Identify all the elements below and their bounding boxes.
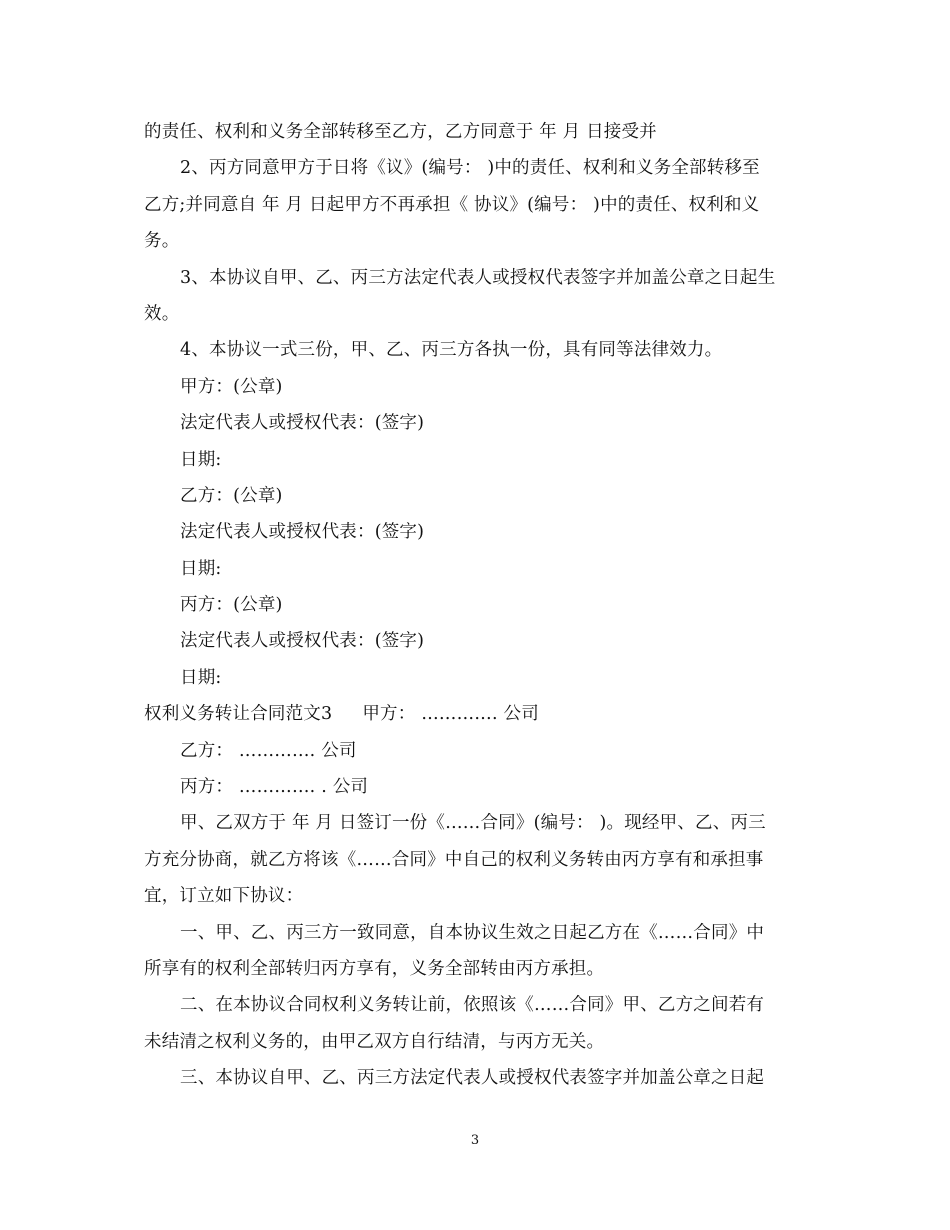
- text-line: [144, 332, 810, 368]
- page-number: 3: [470, 1133, 480, 1148]
- line-text: 乙方： …………. 公司: [180, 740, 357, 761]
- line-text: 务。: [144, 231, 180, 252]
- text-line: [144, 442, 810, 478]
- line-text: 甲方： …………. 公司: [362, 704, 539, 725]
- line-text: 甲、乙双方于 年 月 日签订一份《……合同》(编号： )。现经甲、乙、丙三: [180, 813, 766, 834]
- text-line: [144, 623, 810, 659]
- text-line: [144, 296, 810, 332]
- line-text: 宜，订立如下协议：: [144, 886, 304, 907]
- line-text: 一、甲、乙、丙三方一致同意，自本协议生效之日起乙方在《……合同》中: [180, 922, 765, 943]
- line-text: 乙方：(公章): [180, 485, 283, 506]
- line-text: 法定代表人或授权代表：(签字): [180, 413, 425, 434]
- text-line: [144, 733, 810, 769]
- line-text: 的责任、权利和义务全部转移至乙方，乙方同意于 年 月 日接受并: [144, 122, 657, 142]
- text-line: [144, 150, 810, 186]
- text-line: [144, 878, 810, 914]
- text-line: [144, 369, 810, 405]
- line-text: 丙方： …………. . 公司: [180, 777, 369, 798]
- text-line: [144, 660, 810, 696]
- line-text: 三、本协议自甲、乙、丙三方法定代表人或授权代表签字并加盖公章之日起: [180, 1068, 765, 1089]
- line-text: 法定代表人或授权代表：(签字): [180, 522, 425, 543]
- line-text: 日期:: [180, 449, 222, 470]
- text-line: [144, 223, 810, 259]
- text-line: [144, 587, 810, 623]
- line-text: 乙方;并同意自 年 月 日起甲方不再承担《 协议》(编号： )中的责任、权利和义: [144, 194, 760, 215]
- line-text: 效。: [144, 303, 180, 324]
- text-line: [144, 551, 810, 587]
- line-text: 法定代表人或授权代表：(签字): [180, 631, 425, 652]
- line-text: 甲方：(公章): [180, 376, 283, 397]
- text-line: [144, 805, 810, 841]
- line-text: 日期:: [180, 667, 222, 688]
- text-line: [144, 260, 810, 296]
- text-line: [144, 114, 810, 150]
- text-line: [144, 842, 810, 878]
- text-line: [144, 987, 810, 1023]
- text-line: [144, 1024, 810, 1060]
- line-text: 方充分协商，就乙方将该《……合同》中自己的权利义务转由丙方享有和承担事: [144, 849, 764, 870]
- line-text: 4、本协议一式三份，甲、乙、丙三方各执一份，具有同等法律效力。: [180, 340, 723, 361]
- text-line: [144, 514, 810, 550]
- line-text: 日期:: [180, 558, 222, 579]
- line-text: 3、本协议自甲、乙、丙三方法定代表人或授权代表签字并加盖公章之日起生: [180, 267, 776, 288]
- text-line: [144, 478, 810, 514]
- document-body: [144, 114, 810, 1097]
- section-heading-line: [144, 696, 810, 732]
- line-text: 二、在本协议合同权利义务转让前，依照该《……合同》甲、乙方之间若有: [180, 995, 765, 1016]
- text-line: [144, 915, 810, 951]
- text-line: [144, 187, 810, 223]
- line-text: 所享有的权利全部转归丙方享有，义务全部转由丙方承担。: [144, 958, 605, 979]
- text-line: [144, 405, 810, 441]
- line-text: 未结清之权利义务的，由甲乙双方自行结清，与丙方无关。: [144, 1031, 605, 1052]
- text-line: [144, 951, 810, 987]
- line-text: 2、丙方同意甲方于日将《议》(编号： )中的责任、权利和义务全部转移至: [180, 158, 760, 179]
- line-text: 丙方：(公章): [180, 595, 283, 616]
- text-line: [144, 1060, 810, 1096]
- section-title: 权利义务转让合同范文3: [144, 704, 333, 725]
- text-line: [144, 769, 810, 805]
